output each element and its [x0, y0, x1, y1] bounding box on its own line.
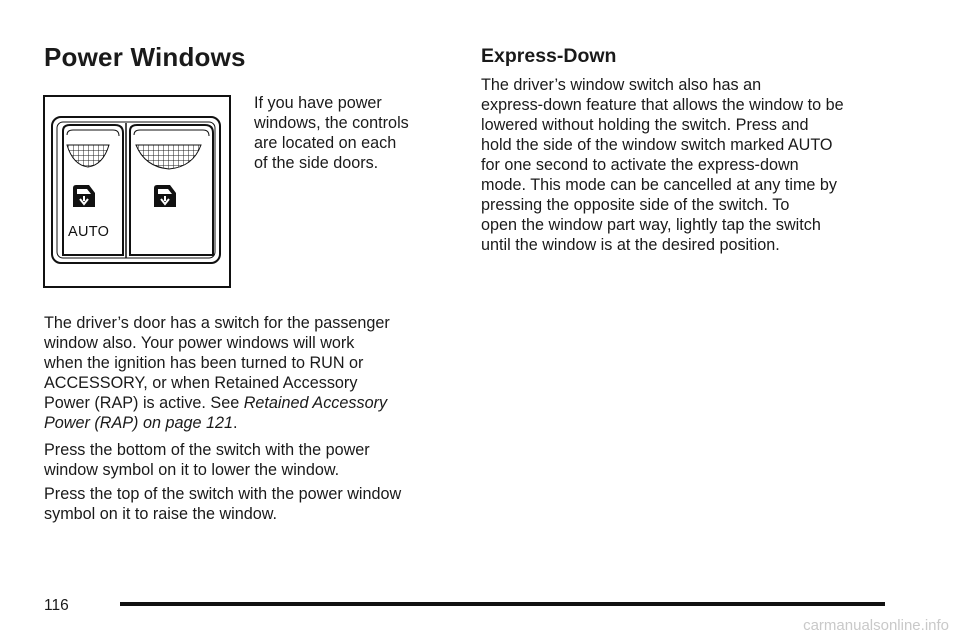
paragraph-line — [44, 393, 390, 413]
page-number: 116 — [44, 597, 69, 614]
paragraph-line: pressing the opposite side of the switch. To — [481, 196, 790, 214]
paragraph-line: lowered without holding the switch. Press and — [481, 116, 809, 134]
intro-paragraph — [254, 93, 409, 173]
paragraph-line: when the ignition has been turned to RUN or — [44, 354, 364, 372]
footer-rule — [120, 602, 885, 606]
intro-line: of the side doors. — [254, 154, 379, 172]
paragraph-line: symbol on it to raise the window. — [44, 505, 278, 523]
paragraph-text: Power (RAP) is active. See — [44, 394, 244, 412]
paragraph-line: window also. Your power windows will work — [44, 334, 355, 352]
paragraph-line: Press the bottom of the switch with the power — [44, 441, 370, 459]
rap-cross-reference-page[interactable]: Power (RAP) on page 121 — [44, 414, 233, 432]
paragraph-line: The driver’s door has a switch for the passenger — [44, 314, 390, 332]
paragraph-line: hold the side of the window switch marked AUTO — [481, 136, 833, 154]
intro-line: If you have power — [254, 94, 382, 112]
intro-line: are located on each — [254, 134, 397, 152]
paragraph-line: express-down feature that allows the window to be — [481, 96, 844, 114]
paragraph-line: until the window is at the desired position. — [481, 236, 780, 254]
paragraph-line: ACCESSORY, or when Retained Accessory — [44, 374, 358, 392]
press-bottom-paragraph — [44, 440, 370, 480]
rap-cross-reference[interactable]: Retained Accessory — [243, 394, 388, 412]
press-top-paragraph — [44, 484, 401, 524]
paragraph-line: window symbol on it to lower the window. — [44, 461, 340, 479]
intro-line: windows, the controls — [254, 114, 409, 132]
paragraph-line: Press the top of the switch with the power window — [44, 485, 402, 503]
watermark: carmanualsonline.info — [803, 617, 949, 634]
window-switch-illustration — [43, 95, 231, 288]
section-heading: Express-Down — [481, 45, 617, 67]
express-down-paragraph — [481, 75, 844, 255]
paragraph-line: for one second to activate the express-down — [481, 156, 799, 174]
paragraph-line — [44, 413, 390, 433]
auto-label: AUTO — [68, 224, 110, 240]
driver-door-paragraph — [44, 313, 390, 433]
paragraph-line: open the window part way, lightly tap the switch — [481, 216, 821, 234]
page-title: Power Windows — [44, 42, 246, 72]
paragraph-line: The driver’s window switch also has an — [481, 76, 762, 94]
paragraph-line: mode. This mode can be cancelled at any time by — [481, 176, 838, 194]
paragraph-text: . — [232, 414, 238, 432]
